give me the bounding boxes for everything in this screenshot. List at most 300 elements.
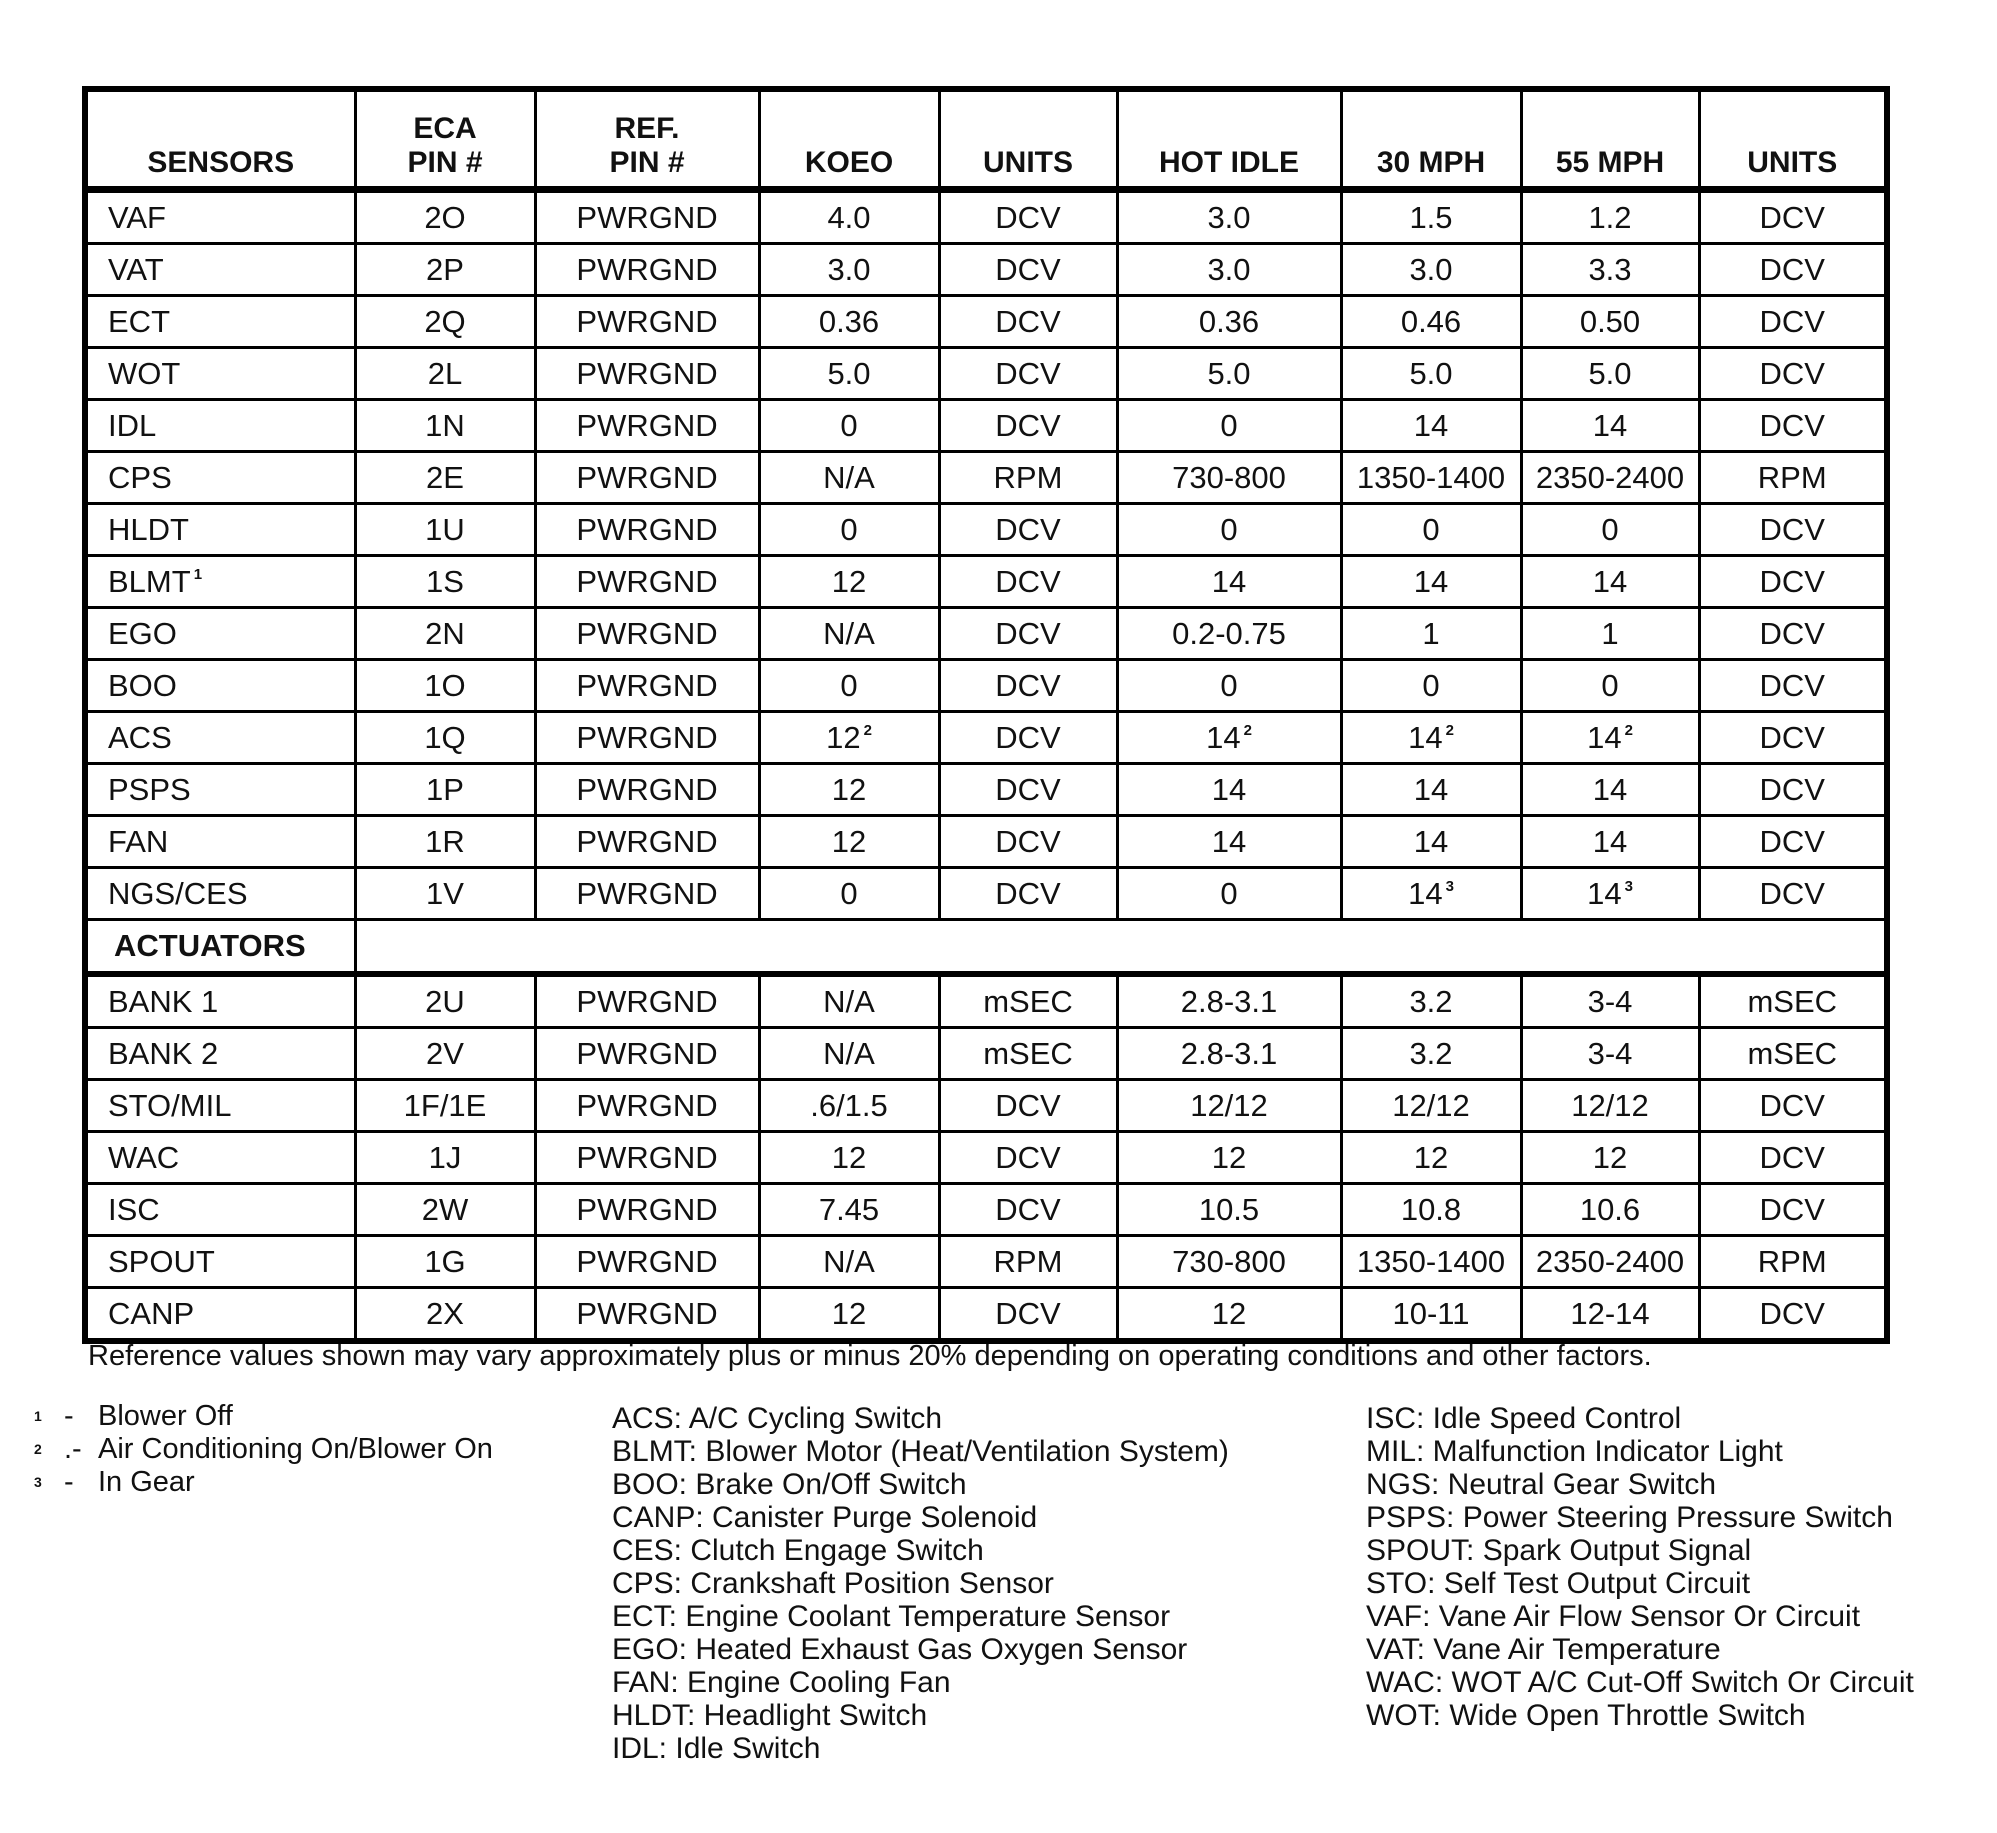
cell-sensor-name xyxy=(85,556,355,608)
cell-value: 0.50 xyxy=(1579,303,1641,339)
footnote-marker: 2 xyxy=(1624,721,1633,739)
cell-mph-55 xyxy=(1521,868,1699,920)
cell-mph-30 xyxy=(1341,974,1521,1028)
section-blank xyxy=(355,920,1887,975)
cell-value: RPM xyxy=(993,1243,1063,1279)
abbreviation-item: IDL: Idle Switch xyxy=(612,1732,821,1765)
header-mph-55 xyxy=(1521,89,1699,190)
cell-mph-55 xyxy=(1521,1028,1699,1080)
cell-value: WOT xyxy=(108,355,181,391)
cell-value: DCV xyxy=(995,1087,1061,1123)
cell-mph-55 xyxy=(1521,348,1699,400)
cell-value: VAT xyxy=(108,251,164,287)
cell-value: PWRGND xyxy=(576,1243,718,1279)
cell-mph-30 xyxy=(1341,190,1521,244)
cell-units-2 xyxy=(1699,1132,1887,1184)
cell-ref-pin xyxy=(535,1184,759,1236)
table-row xyxy=(85,608,1887,660)
table-body xyxy=(85,190,1887,1342)
cell-hot-idle xyxy=(1117,452,1341,504)
cell-koeo xyxy=(759,556,939,608)
cell-value: DCV xyxy=(1759,1087,1825,1123)
cell-koeo xyxy=(759,348,939,400)
cell-mph-30 xyxy=(1341,1132,1521,1184)
cell-mph-55 xyxy=(1521,1288,1699,1342)
cell-mph-55 xyxy=(1521,244,1699,296)
cell-sensor-name xyxy=(85,608,355,660)
cell-value: 2.8-3.1 xyxy=(1180,983,1278,1019)
table-row xyxy=(85,868,1887,920)
header-text: SENSORS xyxy=(147,146,295,179)
cell-value: DCV xyxy=(995,667,1061,703)
cell-units-2 xyxy=(1699,608,1887,660)
cell-value: 0 xyxy=(1601,511,1619,547)
cell-mph-30 xyxy=(1341,764,1521,816)
cell-value: 3.3 xyxy=(1588,251,1632,287)
cell-units xyxy=(939,1288,1117,1342)
cell-mph-55 xyxy=(1521,504,1699,556)
header-text: HOT IDLE xyxy=(1159,146,1299,179)
cell-value: PWRGND xyxy=(576,719,718,755)
cell-mph-30 xyxy=(1341,1080,1521,1132)
table-row xyxy=(85,1080,1887,1132)
cell-value: 730-800 xyxy=(1172,1243,1286,1279)
cell-sensor-name xyxy=(85,974,355,1028)
cell-value: BANK 1 xyxy=(108,983,219,1019)
cell-value: 0.36 xyxy=(818,303,880,339)
cell-value: 14 xyxy=(1206,719,1241,755)
cell-units-2 xyxy=(1699,1184,1887,1236)
cell-value: 14 xyxy=(1211,771,1247,807)
cell-units-2 xyxy=(1699,348,1887,400)
cell-value: VAF xyxy=(108,199,166,235)
cell-value: 1.5 xyxy=(1409,199,1453,235)
footnote-dash: - xyxy=(64,1466,74,1498)
abbreviation-item: CES: Clutch Engage Switch xyxy=(612,1534,984,1567)
cell-sensor-name xyxy=(85,712,355,764)
cell-value: PWRGND xyxy=(576,251,718,287)
cell-eca-pin xyxy=(355,1132,535,1184)
cell-hot-idle xyxy=(1117,816,1341,868)
cell-value: DCV xyxy=(1759,823,1825,859)
cell-value: 12 xyxy=(1211,1295,1247,1331)
cell-ref-pin xyxy=(535,1288,759,1342)
cell-hot-idle xyxy=(1117,348,1341,400)
cell-value: .6/1.5 xyxy=(810,1087,888,1123)
cell-hot-idle xyxy=(1117,556,1341,608)
cell-ref-pin xyxy=(535,660,759,712)
cell-value: PWRGND xyxy=(576,1087,718,1123)
cell-value: PWRGND xyxy=(576,615,718,651)
cell-value: 14 xyxy=(1413,771,1449,807)
cell-value: 1 xyxy=(1601,615,1619,651)
header-ref-pin xyxy=(535,89,759,190)
cell-eca-pin xyxy=(355,296,535,348)
cell-value: N/A xyxy=(823,1243,875,1279)
table-row xyxy=(85,1184,1887,1236)
cell-value: PWRGND xyxy=(576,1139,718,1175)
cell-mph-55 xyxy=(1521,400,1699,452)
cell-value: DCV xyxy=(1759,199,1825,235)
cell-sensor-name xyxy=(85,400,355,452)
footnote-marker: 2 xyxy=(1445,721,1454,739)
cell-value: 14 xyxy=(1408,875,1443,911)
abbreviation-item: ACS: A/C Cycling Switch xyxy=(612,1402,943,1435)
cell-value: DCV xyxy=(1759,355,1825,391)
cell-mph-30 xyxy=(1341,1184,1521,1236)
cell-sensor-name xyxy=(85,244,355,296)
abbreviation-list-left xyxy=(612,1402,1229,1765)
table-row xyxy=(85,1288,1887,1342)
cell-mph-30 xyxy=(1341,1288,1521,1342)
cell-value: 14 xyxy=(1413,563,1449,599)
cell-value: 12 xyxy=(831,1295,867,1331)
cell-hot-idle xyxy=(1117,400,1341,452)
reference-note: Reference values shown may vary approximately plus or minus 20% depending on operating conditions and other factors. xyxy=(88,1340,1652,1372)
cell-units xyxy=(939,1184,1117,1236)
cell-value: RPM xyxy=(993,459,1063,495)
reference-values-table xyxy=(82,86,1890,1344)
cell-hot-idle xyxy=(1117,868,1341,920)
cell-koeo xyxy=(759,764,939,816)
footnote-marker: 3 xyxy=(1445,877,1454,895)
cell-mph-55 xyxy=(1521,660,1699,712)
cell-units xyxy=(939,1132,1117,1184)
cell-value: 2W xyxy=(421,1191,469,1227)
cell-mph-55 xyxy=(1521,1132,1699,1184)
cell-value: 14 xyxy=(1592,823,1628,859)
abbreviation-item: MIL: Malfunction Indicator Light xyxy=(1366,1435,1783,1468)
header-text: 55 MPH xyxy=(1555,146,1665,179)
abbreviation-item: ECT: Engine Coolant Temperature Sensor xyxy=(612,1600,1171,1633)
cell-value: DCV xyxy=(995,823,1061,859)
cell-value: PWRGND xyxy=(576,1191,718,1227)
cell-ref-pin xyxy=(535,1080,759,1132)
cell-eca-pin xyxy=(355,1236,535,1288)
cell-value: 2X xyxy=(426,1295,464,1331)
cell-value: 12 xyxy=(1211,1139,1247,1175)
cell-eca-pin xyxy=(355,974,535,1028)
cell-koeo xyxy=(759,660,939,712)
cell-hot-idle xyxy=(1117,608,1341,660)
cell-value: DCV xyxy=(1759,615,1825,651)
table-row xyxy=(85,296,1887,348)
cell-units xyxy=(939,1080,1117,1132)
footnote xyxy=(34,1400,493,1433)
cell-value: 10-11 xyxy=(1392,1295,1470,1331)
table-row xyxy=(85,660,1887,712)
cell-sensor-name xyxy=(85,348,355,400)
cell-units xyxy=(939,868,1117,920)
table-row xyxy=(85,190,1887,244)
cell-ref-pin xyxy=(535,244,759,296)
cell-ref-pin xyxy=(535,504,759,556)
footnote-text: Blower Off xyxy=(98,1400,233,1432)
cell-mph-30 xyxy=(1341,712,1521,764)
cell-koeo xyxy=(759,1080,939,1132)
cell-value: 12/12 xyxy=(1190,1087,1268,1123)
cell-hot-idle xyxy=(1117,1236,1341,1288)
cell-value: 12 xyxy=(831,823,867,859)
cell-units-2 xyxy=(1699,1288,1887,1342)
cell-koeo xyxy=(759,1288,939,1342)
cell-value: 2E xyxy=(426,459,464,495)
cell-mph-55 xyxy=(1521,712,1699,764)
cell-ref-pin xyxy=(535,1132,759,1184)
table-header-row xyxy=(85,89,1887,190)
cell-value: 14 xyxy=(1211,823,1247,859)
cell-sensor-name xyxy=(85,1184,355,1236)
cell-value: SPOUT xyxy=(108,1243,215,1279)
cell-value: N/A xyxy=(823,615,875,651)
cell-units-2 xyxy=(1699,660,1887,712)
cell-value: 14 xyxy=(1211,563,1247,599)
cell-value: DCV xyxy=(1759,511,1825,547)
cell-eca-pin xyxy=(355,764,535,816)
cell-ref-pin xyxy=(535,1236,759,1288)
cell-value: EGO xyxy=(108,615,177,651)
cell-hot-idle xyxy=(1117,1132,1341,1184)
cell-value: DCV xyxy=(995,875,1061,911)
cell-eca-pin xyxy=(355,556,535,608)
footnote-marker: 2 xyxy=(1243,721,1252,739)
cell-hot-idle xyxy=(1117,296,1341,348)
cell-units xyxy=(939,400,1117,452)
footnote-text: In Gear xyxy=(98,1466,195,1498)
cell-mph-55 xyxy=(1521,764,1699,816)
cell-hot-idle xyxy=(1117,974,1341,1028)
cell-value: 2O xyxy=(424,199,466,235)
cell-koeo xyxy=(759,452,939,504)
cell-mph-30 xyxy=(1341,400,1521,452)
cell-value: 14 xyxy=(1587,875,1622,911)
cell-value: 7.45 xyxy=(818,1191,880,1227)
header-text: ECA xyxy=(413,112,477,145)
cell-value: 5.0 xyxy=(827,355,871,391)
header-hot-idle xyxy=(1117,89,1341,190)
cell-value: N/A xyxy=(823,1035,875,1071)
cell-value: 2L xyxy=(427,355,463,391)
footnote-mark: 1 xyxy=(34,1408,42,1424)
cell-value: DCV xyxy=(995,199,1061,235)
cell-units-2 xyxy=(1699,1080,1887,1132)
cell-value: 1R xyxy=(425,823,465,859)
abbreviation-item: BLMT: Blower Motor (Heat/Ventilation System) xyxy=(612,1435,1229,1468)
cell-value: DCV xyxy=(1759,407,1825,443)
cell-value: 0 xyxy=(1422,511,1440,547)
cell-units xyxy=(939,974,1117,1028)
cell-value: PWRGND xyxy=(576,511,718,547)
cell-units-2 xyxy=(1699,1236,1887,1288)
footnote-list xyxy=(34,1400,493,1499)
cell-koeo xyxy=(759,1236,939,1288)
cell-value: 10.5 xyxy=(1198,1191,1260,1227)
cell-eca-pin xyxy=(355,816,535,868)
cell-sensor-name xyxy=(85,660,355,712)
cell-koeo xyxy=(759,712,939,764)
cell-ref-pin xyxy=(535,816,759,868)
cell-ref-pin xyxy=(535,452,759,504)
cell-value: 5.0 xyxy=(1409,355,1453,391)
footnote xyxy=(34,1466,493,1499)
cell-units xyxy=(939,556,1117,608)
footnote-marker: 2 xyxy=(863,721,872,739)
cell-value: DCV xyxy=(1759,563,1825,599)
cell-value: 0 xyxy=(1422,667,1440,703)
cell-value: 14 xyxy=(1408,719,1443,755)
cell-value: DCV xyxy=(995,407,1061,443)
cell-eca-pin xyxy=(355,504,535,556)
cell-mph-30 xyxy=(1341,504,1521,556)
cell-mph-55 xyxy=(1521,816,1699,868)
cell-units-2 xyxy=(1699,504,1887,556)
cell-units-2 xyxy=(1699,712,1887,764)
cell-ref-pin xyxy=(535,296,759,348)
cell-sensor-name xyxy=(85,816,355,868)
cell-value: BOO xyxy=(108,667,177,703)
cell-value: 2.8-3.1 xyxy=(1180,1035,1278,1071)
cell-value: 14 xyxy=(1592,563,1628,599)
cell-value: 12-14 xyxy=(1570,1295,1650,1331)
cell-eca-pin xyxy=(355,712,535,764)
cell-value: 4.0 xyxy=(827,199,871,235)
cell-value: 3.0 xyxy=(1207,199,1251,235)
cell-value: 0 xyxy=(1220,667,1238,703)
cell-value: CANP xyxy=(108,1295,195,1331)
cell-mph-55 xyxy=(1521,974,1699,1028)
abbreviation-item: EGO: Heated Exhaust Gas Oxygen Sensor xyxy=(612,1633,1188,1666)
cell-value: PWRGND xyxy=(576,823,718,859)
cell-value: 3.0 xyxy=(1409,251,1453,287)
table-row xyxy=(85,556,1887,608)
cell-value: 0.46 xyxy=(1400,303,1462,339)
cell-sensor-name xyxy=(85,1132,355,1184)
cell-value: 2V xyxy=(426,1035,464,1071)
cell-eca-pin xyxy=(355,348,535,400)
cell-value: DCV xyxy=(995,563,1061,599)
abbreviation-item: NGS: Neutral Gear Switch xyxy=(1366,1468,1717,1501)
cell-value: DCV xyxy=(1759,1139,1825,1175)
cell-value: 0 xyxy=(840,407,858,443)
cell-value: 12 xyxy=(1592,1139,1628,1175)
cell-mph-55 xyxy=(1521,1184,1699,1236)
cell-value: 0 xyxy=(1220,407,1238,443)
footnote-marker: 1 xyxy=(193,565,203,583)
cell-value: 14 xyxy=(1413,823,1449,859)
cell-value: BLMT xyxy=(108,563,191,599)
cell-value: 12 xyxy=(831,563,867,599)
cell-value: 14 xyxy=(1587,719,1622,755)
header-text: REF. xyxy=(614,112,680,145)
cell-units-2 xyxy=(1699,190,1887,244)
abbreviation-item: CPS: Crankshaft Position Sensor xyxy=(612,1567,1054,1600)
footnote-marker: 3 xyxy=(1624,877,1633,895)
table-row xyxy=(85,1028,1887,1080)
cell-value: 3.2 xyxy=(1409,1035,1453,1071)
cell-value: PWRGND xyxy=(576,459,718,495)
abbreviation-item: FAN: Engine Cooling Fan xyxy=(612,1666,951,1699)
cell-value: 10.8 xyxy=(1400,1191,1462,1227)
cell-ref-pin xyxy=(535,348,759,400)
cell-mph-30 xyxy=(1341,660,1521,712)
cell-ref-pin xyxy=(535,400,759,452)
cell-value: PWRGND xyxy=(576,875,718,911)
cell-value: 14 xyxy=(1413,407,1449,443)
header-text: KOEO xyxy=(804,146,894,179)
cell-value: 2U xyxy=(425,983,465,1019)
cell-units xyxy=(939,452,1117,504)
cell-value: N/A xyxy=(823,459,875,495)
cell-value: 0 xyxy=(1220,511,1238,547)
cell-koeo xyxy=(759,400,939,452)
footnote-mark: 2 xyxy=(34,1441,42,1457)
cell-ref-pin xyxy=(535,608,759,660)
cell-value: IDL xyxy=(108,407,157,443)
cell-value: STO/MIL xyxy=(108,1087,232,1123)
cell-eca-pin xyxy=(355,190,535,244)
cell-value: DCV xyxy=(1759,719,1825,755)
cell-value: DCV xyxy=(995,251,1061,287)
cell-eca-pin xyxy=(355,868,535,920)
cell-value: 0 xyxy=(840,875,858,911)
cell-value: 1U xyxy=(425,511,465,547)
cell-value: 0.2-0.75 xyxy=(1172,615,1286,651)
cell-value: 2350-2400 xyxy=(1535,1243,1685,1279)
cell-value: ISC xyxy=(108,1191,160,1227)
cell-value: 2350-2400 xyxy=(1535,459,1685,495)
cell-eca-pin xyxy=(355,1028,535,1080)
abbreviation-item: VAT: Vane Air Temperature xyxy=(1366,1633,1721,1666)
cell-value: PWRGND xyxy=(576,303,718,339)
cell-value: 14 xyxy=(1592,407,1628,443)
cell-value: ECT xyxy=(108,303,170,339)
header-text: PIN # xyxy=(407,146,483,179)
cell-mph-55 xyxy=(1521,190,1699,244)
cell-value: 12 xyxy=(826,719,861,755)
cell-mph-30 xyxy=(1341,1236,1521,1288)
cell-value: DCV xyxy=(995,1191,1061,1227)
cell-units xyxy=(939,348,1117,400)
cell-sensor-name xyxy=(85,296,355,348)
abbreviation-item: BOO: Brake On/Off Switch xyxy=(612,1468,967,1501)
cell-sensor-name xyxy=(85,190,355,244)
cell-value: 3.0 xyxy=(1207,251,1251,287)
cell-value: DCV xyxy=(1759,1295,1825,1331)
cell-value: BANK 2 xyxy=(108,1035,219,1071)
cell-units xyxy=(939,816,1117,868)
cell-value: DCV xyxy=(995,355,1061,391)
header-mph-30 xyxy=(1341,89,1521,190)
cell-units xyxy=(939,296,1117,348)
cell-units xyxy=(939,764,1117,816)
cell-ref-pin xyxy=(535,764,759,816)
cell-value: 5.0 xyxy=(1207,355,1251,391)
cell-sensor-name xyxy=(85,452,355,504)
cell-value: DCV xyxy=(995,719,1061,755)
table-row xyxy=(85,348,1887,400)
cell-value: 3.0 xyxy=(827,251,871,287)
header-koeo xyxy=(759,89,939,190)
cell-value: 1V xyxy=(426,875,464,911)
cell-ref-pin xyxy=(535,556,759,608)
cell-hot-idle xyxy=(1117,504,1341,556)
table-row xyxy=(85,504,1887,556)
cell-mph-30 xyxy=(1341,348,1521,400)
cell-mph-30 xyxy=(1341,452,1521,504)
cell-value: CPS xyxy=(108,459,172,495)
footnote-dash: .- xyxy=(64,1433,82,1465)
cell-mph-30 xyxy=(1341,556,1521,608)
